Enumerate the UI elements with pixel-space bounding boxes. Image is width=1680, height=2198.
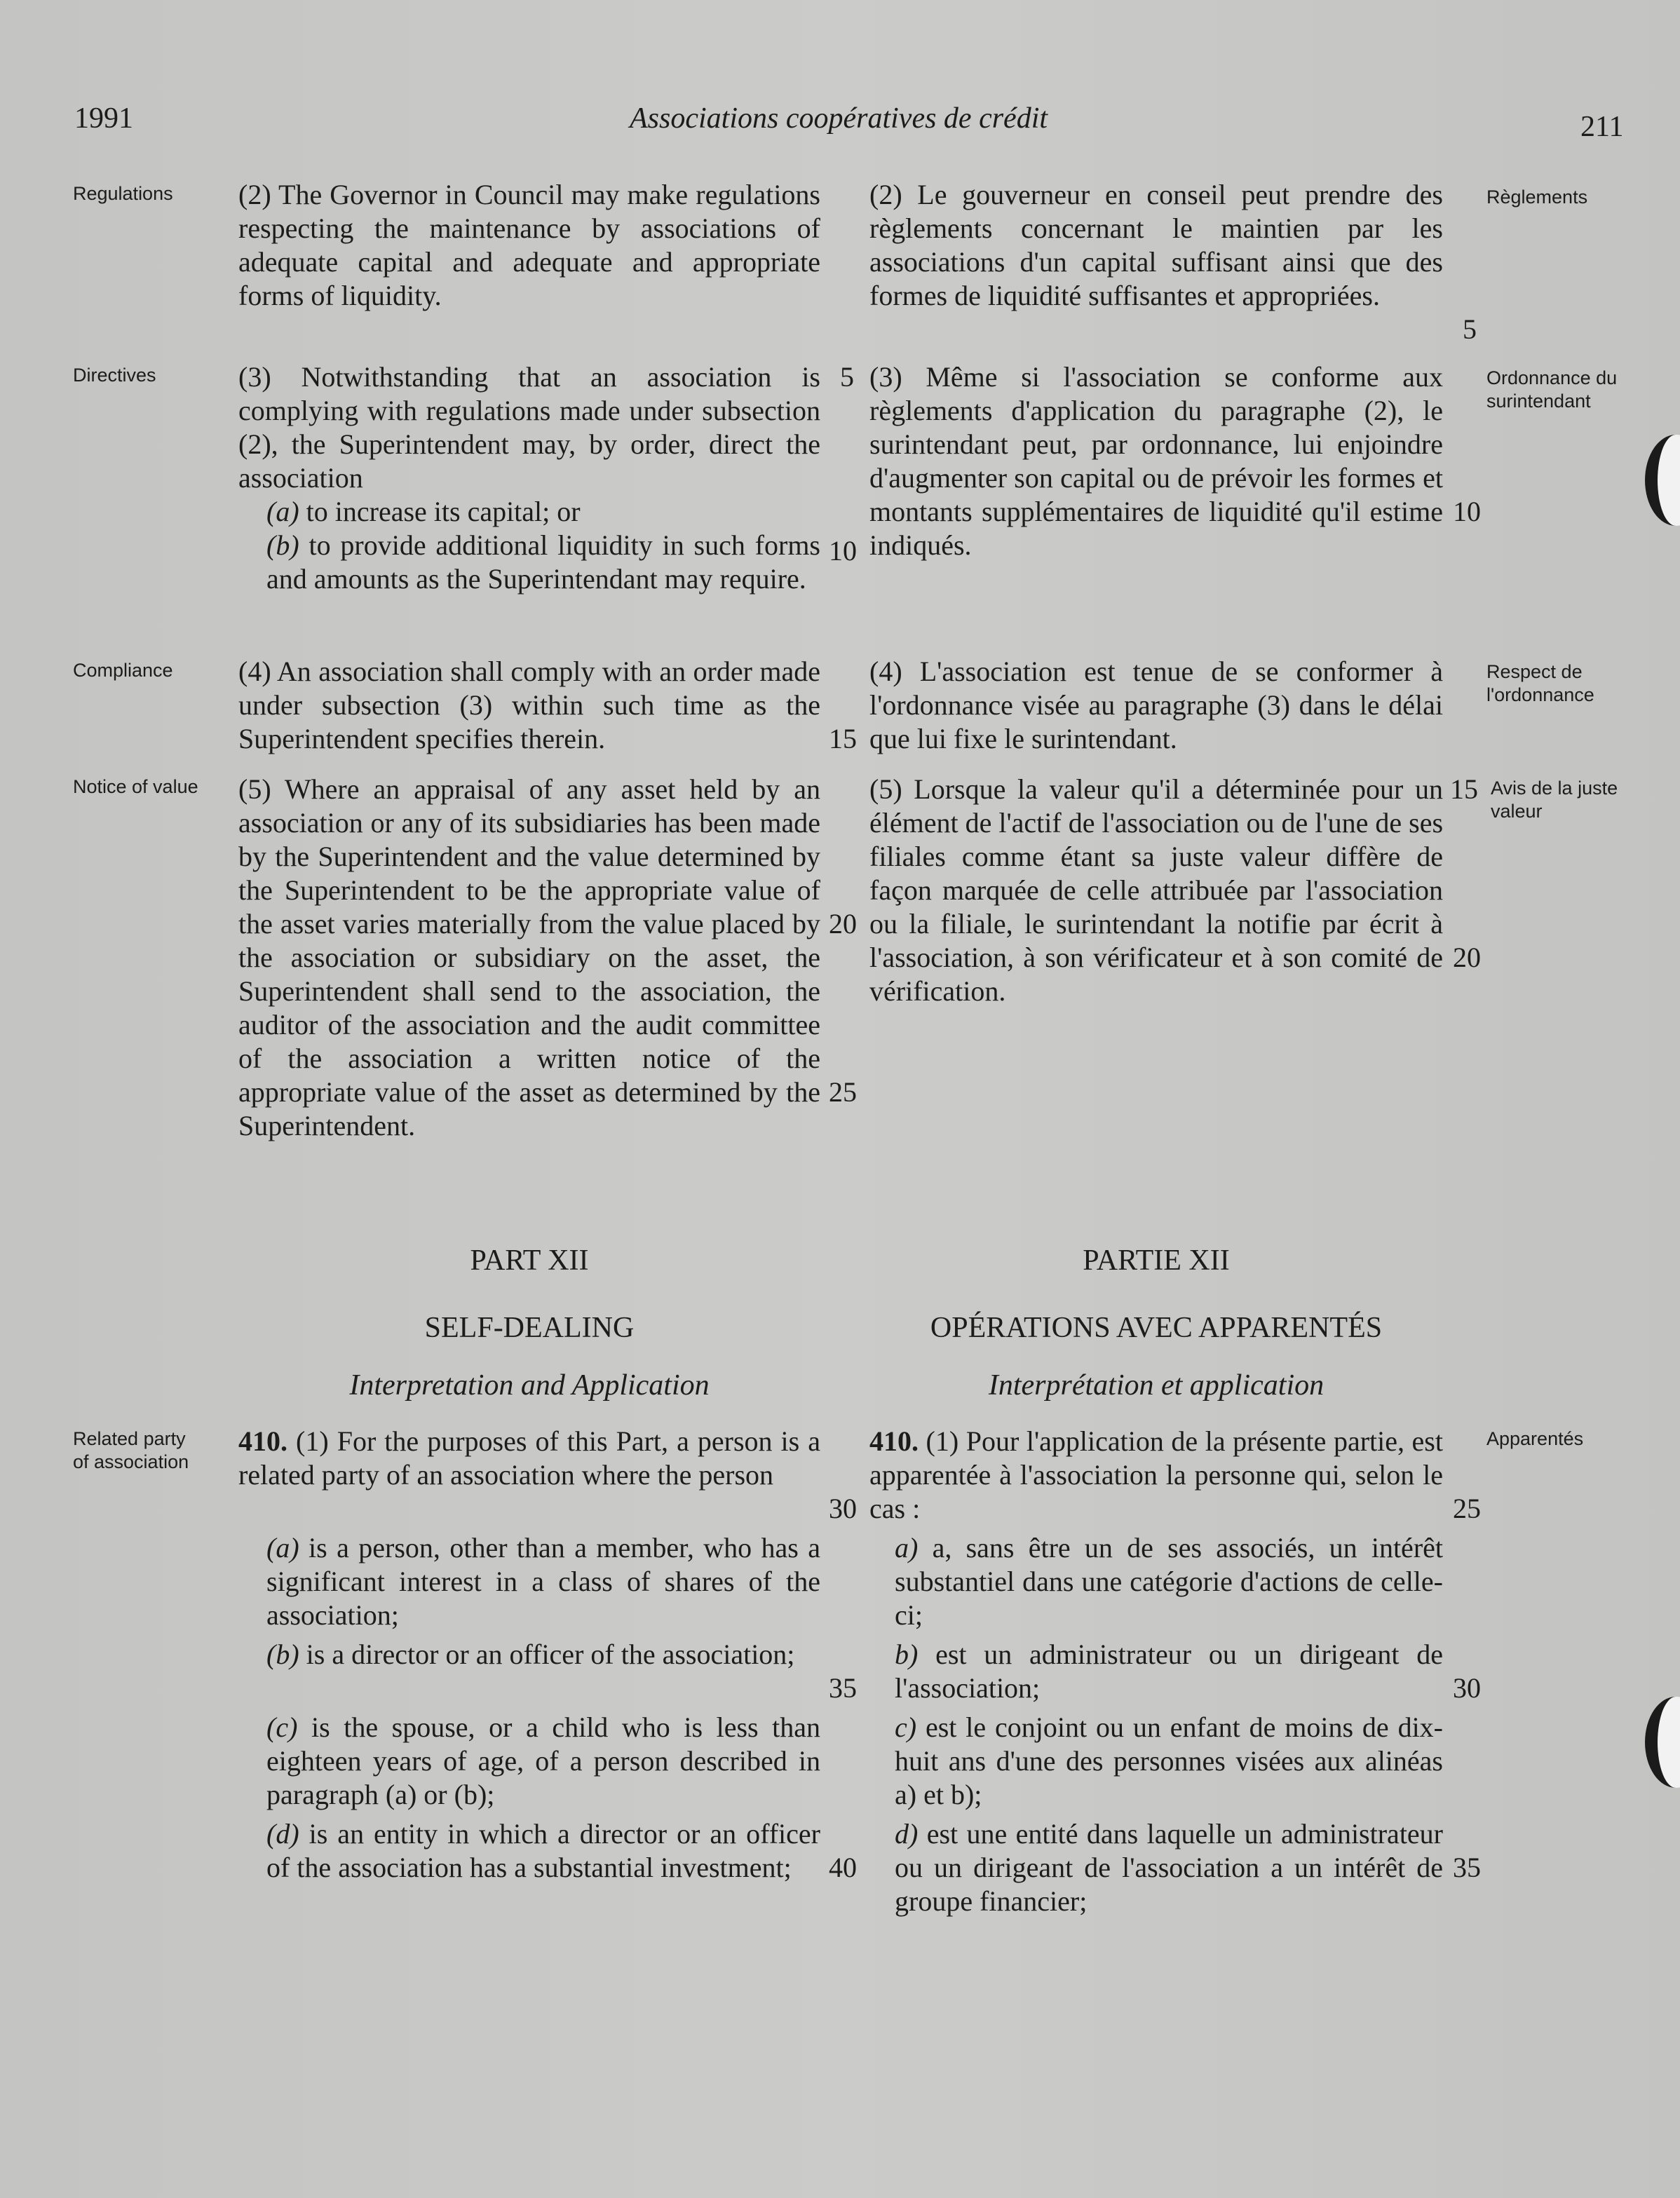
margin-note-reglements: Règlements xyxy=(1486,186,1588,208)
en-line-number-40: 40 xyxy=(829,1852,857,1883)
en-section-3b: (b) to provide additional liquidity in such forms and amounts as the Superintendant may require. xyxy=(266,529,820,595)
fr-section-2: (2) Le gouverneur en conseil peut prendre des règlements concernant le maintien par les associations d'un capital suffisant ainsi que des formes de liquidité suffisantes et appropriées. xyxy=(869,179,1443,311)
en-section-3a: (a) to increase its capital; or xyxy=(266,496,581,527)
en-para-d: (d) is an entity in which a director or an officer of the association has a substantial investment; xyxy=(266,1818,820,1883)
margin-note-respect: Respect de l'ordonnance xyxy=(1486,661,1594,705)
fr-section-4: (4) L'association est tenue de se conformer à l'ordonnance visée au paragraphe (3) dans le délai que lui fixe le surintendant. xyxy=(869,656,1443,754)
fr-part-subtitle: Interprétation et application xyxy=(988,1369,1325,1402)
fr-para-b: b) est un administrateur ou un dirigeant de l'association; xyxy=(895,1639,1444,1704)
en-part-subtitle: Interpretation and Application xyxy=(349,1369,710,1402)
en-para-b: (b) is a director or an officer of the association; xyxy=(266,1639,795,1670)
header-title: Associations coopératives de crédit xyxy=(630,102,1048,135)
margin-note-ordonnance: Ordonnance du surintendant xyxy=(1486,367,1618,412)
fr-para-a: a) a, sans être un de ses associés, un intérêt substantiel dans une catégorie d'actions de celle-ci; xyxy=(895,1532,1444,1631)
header-year: 1991 xyxy=(74,102,133,135)
margin-note-regulations: Regulations xyxy=(73,183,173,204)
page-number: 211 xyxy=(1580,111,1624,143)
en-line-number-20: 20 xyxy=(829,908,857,939)
en-section-4: (4) An association shall comply with an order made under subsection (3) within such time as the Superintendent specifies therein. xyxy=(238,656,820,754)
fr-line-number-5: 5 xyxy=(1463,313,1477,345)
en-part-title: SELF-DEALING xyxy=(424,1312,635,1344)
fr-section-5: (5) Lorsque la valeur qu'il a déterminée pour un élément de l'actif de l'association ou de l'une de ses filiales comme étant sa juste valeur diffère de façon marquée de celle attribuée par l'association ou la filiale, le surintendant la notifie par écrit à l'association, à son vérificateur et à son comité de vérification. xyxy=(869,773,1444,1007)
margin-note-avis: Avis de la juste valeur xyxy=(1491,778,1618,822)
fr-para-c: c) est le conjoint ou un enfant de moins de dix-huit ans d'une des personnes visées aux alinéas a) et b); xyxy=(895,1711,1443,1810)
margin-note-apparentes: Apparentés xyxy=(1486,1428,1584,1449)
en-line-number-30: 30 xyxy=(829,1493,857,1524)
fr-line-number-25: 25 xyxy=(1453,1493,1481,1524)
en-para-c: (c) is the spouse, or a child who is less than eighteen years of age, of a person described in paragraph (a) or (b); xyxy=(266,1711,821,1810)
en-line-number-25: 25 xyxy=(829,1076,857,1108)
en-section-3: (3) Notwithstanding that an association is complying with regulations made under subsection (2), the Superintendent may, by order, direct the association xyxy=(238,361,820,494)
fr-line-number-30: 30 xyxy=(1453,1672,1481,1704)
fr-part-title: OPÉRATIONS AVEC APPARENTÉS xyxy=(930,1312,1383,1344)
en-para-a: (a) is a person, other than a member, who has a significant interest in a class of shares of the association; xyxy=(266,1532,820,1631)
margin-note-compliance: Compliance xyxy=(73,660,173,681)
fr-line-number-35: 35 xyxy=(1453,1852,1481,1883)
en-section-5: (5) Where an appraisal of any asset held by an association or any of its subsidiaries has been made by the Superintendent and the value determined by the Superintendent to be the appropriate value of the asset varies materially from the value placed by the association or subsidiary on the asset, the Superintendent shall send to the association, the auditor of the association and the audit committee of the association a written notice of the appropriate value of the asset as determined by the Superintendent. xyxy=(238,773,820,1141)
fr-section-3: (3) Même si l'association se conforme aux règlements d'application du paragraphe (2), le surintendant peut, par ordonnance, lui enjoindre d'augmenter son capital ou de prévoir les formes et montants supplémentaires de liquidité qu'il estime indiqués. xyxy=(869,361,1443,561)
en-section-410: 410. (1) For the purposes of this Part, a person is a related party of an association where the person xyxy=(238,1425,820,1491)
en-section-2: (2) The Governor in Council may make regulations respecting the maintenance by associations of adequate capital and adequate and appropriate forms of liquidity. xyxy=(238,179,820,311)
en-line-number-15: 15 xyxy=(829,723,857,754)
en-line-number-5: 5 xyxy=(840,361,854,393)
fr-line-number-10: 10 xyxy=(1453,496,1481,527)
margin-note-related-party: Related party of association xyxy=(73,1428,189,1472)
fr-line-number-20: 20 xyxy=(1453,942,1481,973)
fr-section-410: 410. (1) Pour l'application de la présente partie, est apparentée à l'association la personne qui, selon le cas : xyxy=(869,1425,1443,1524)
en-line-number-10: 10 xyxy=(829,535,857,567)
fr-line-number-15: 15 xyxy=(1450,773,1478,805)
fr-part-number: PARTIE XII xyxy=(1083,1244,1230,1277)
fr-para-d: d) est une entité dans laquelle un administrateur ou un dirigeant de l'association a un intérêt de groupe financier; xyxy=(895,1818,1444,1917)
en-line-number-35: 35 xyxy=(829,1672,857,1704)
margin-note-notice-of-value: Notice of value xyxy=(73,776,198,797)
margin-note-directives: Directives xyxy=(73,365,156,386)
en-part-number: PART XII xyxy=(470,1244,589,1277)
